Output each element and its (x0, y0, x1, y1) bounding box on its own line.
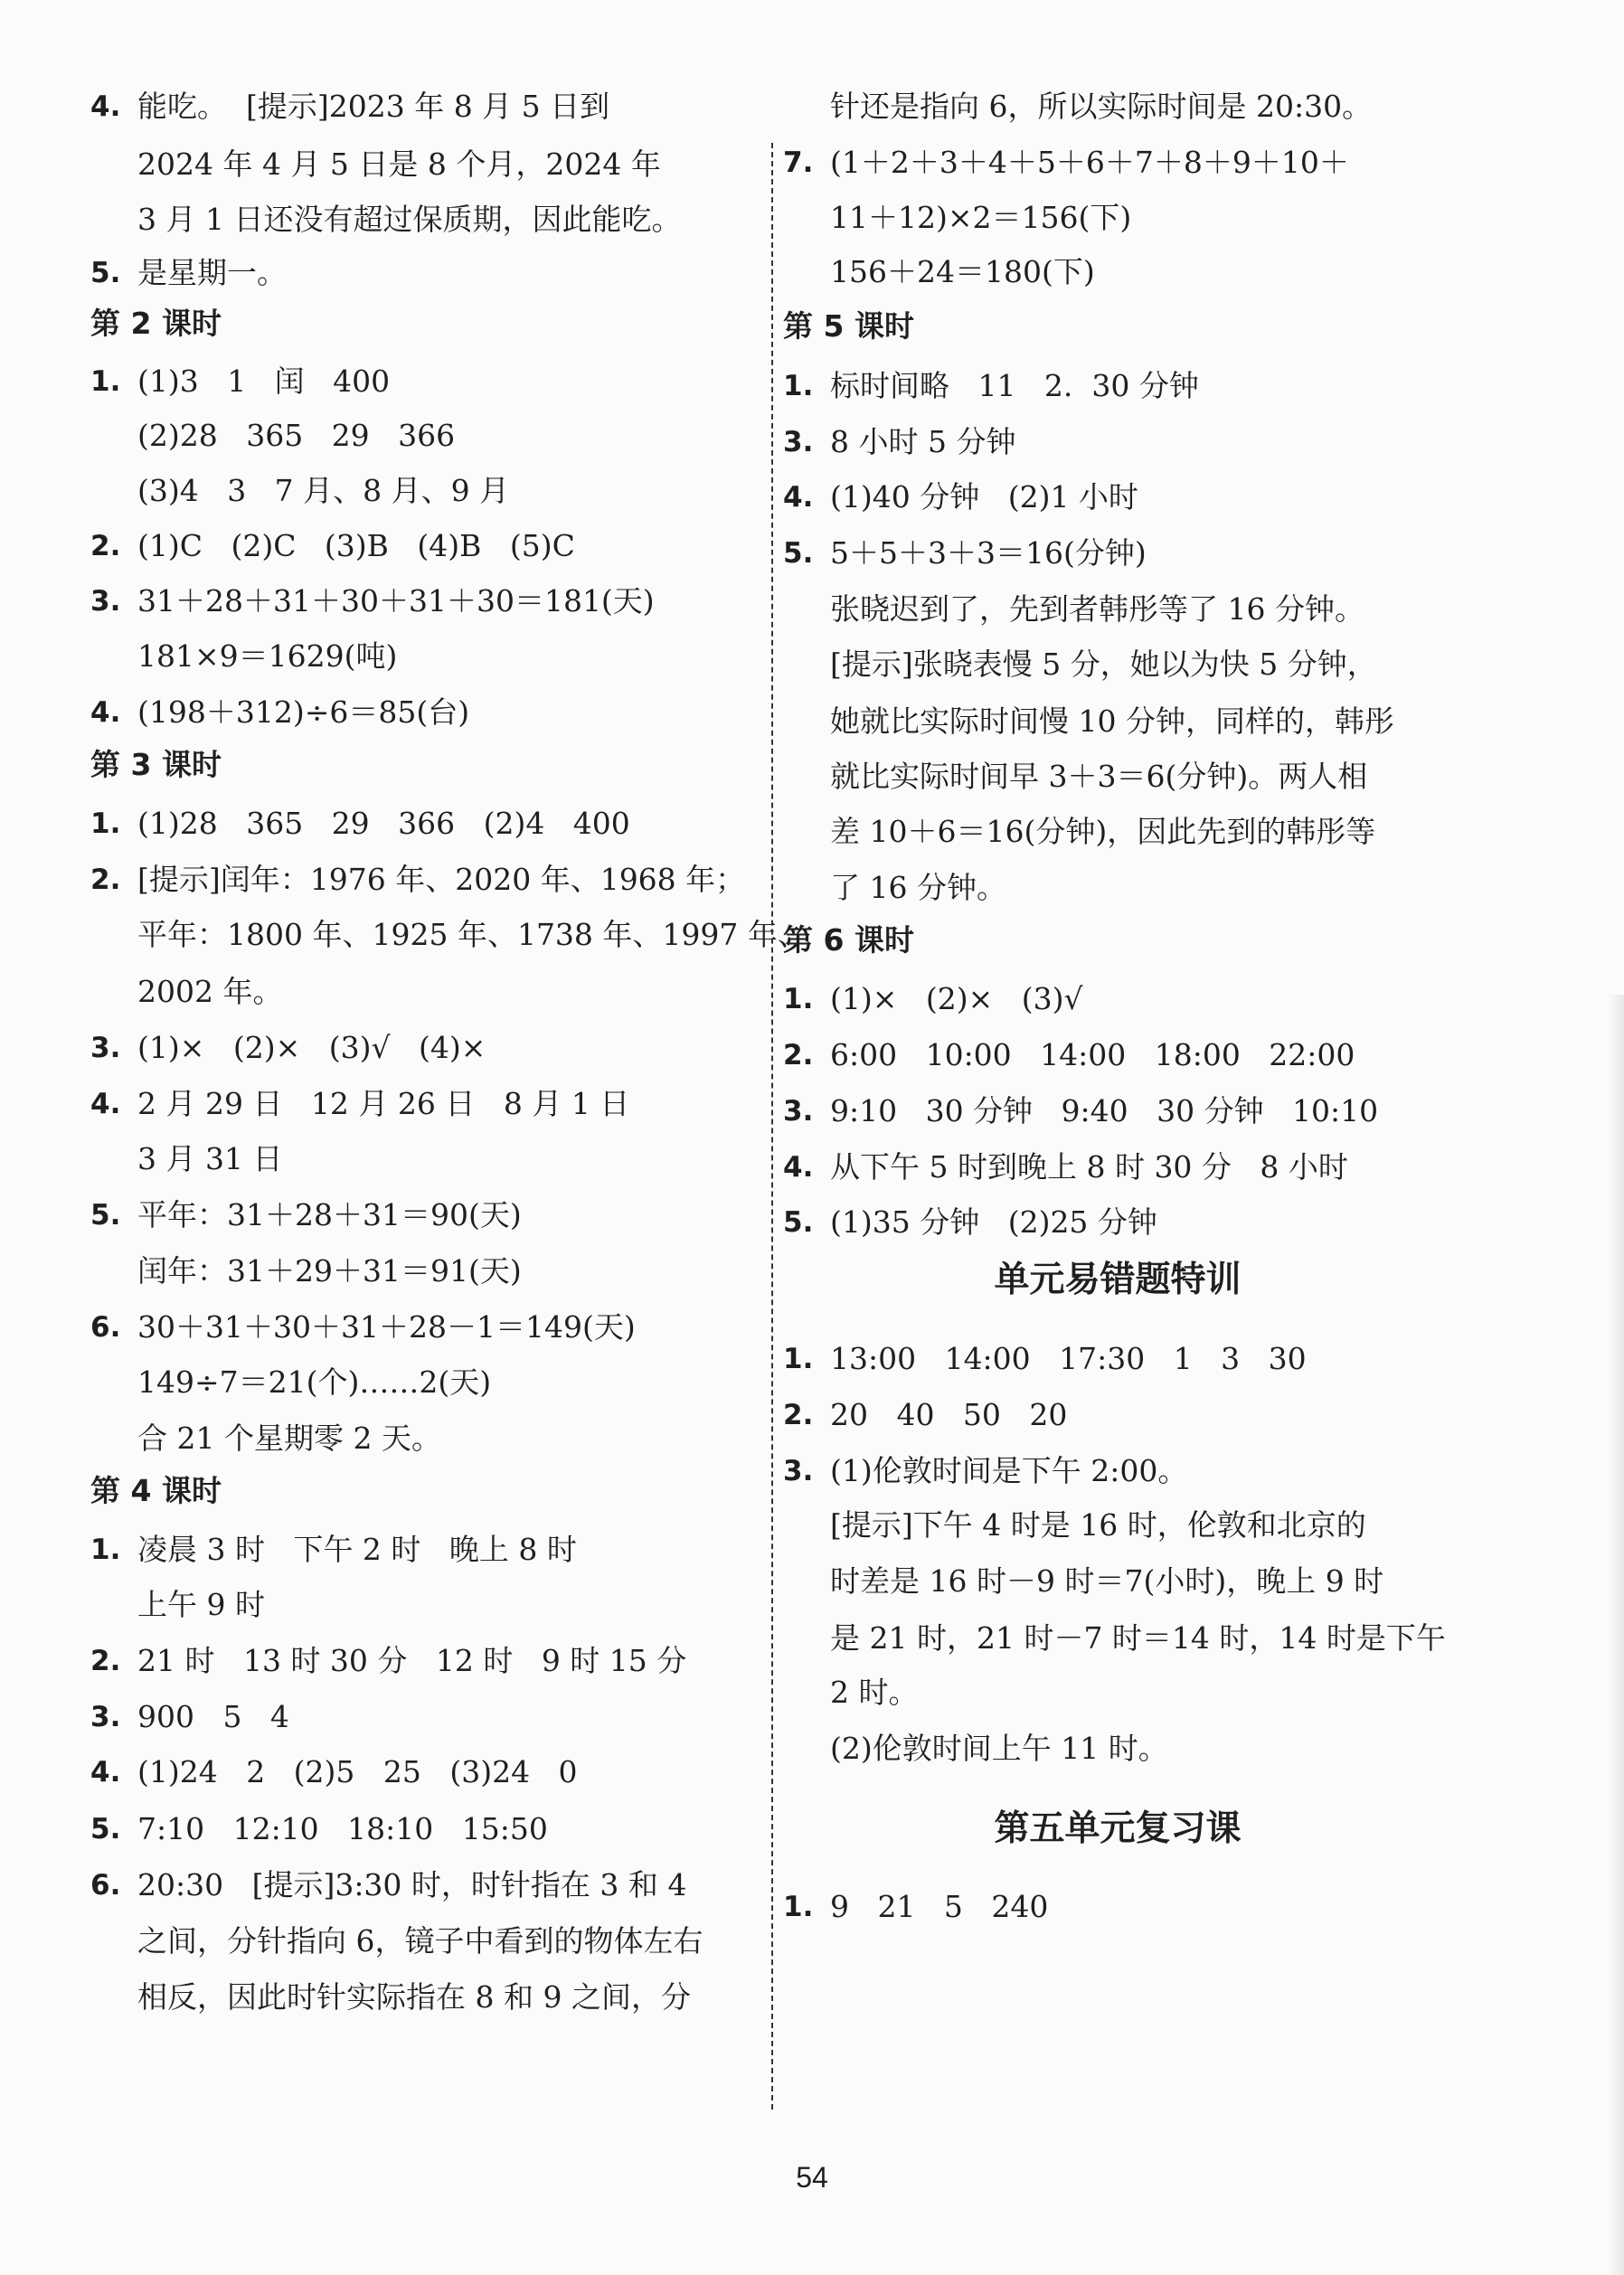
answer-text: (3)4 3 7 月、8 月、9 月 (137, 473, 510, 508)
item-number: 4. (783, 1151, 814, 1184)
answer-text: 时差是 16 时－9 时＝7(小时)，晚上 9 时 (830, 1563, 1384, 1599)
lesson-heading: 第 5 课时 (783, 308, 914, 344)
answer-text: 7:10 12:10 18:10 15:50 (137, 1811, 548, 1846)
item-number: 6. (90, 1869, 121, 1902)
answer-text: 2 时。 (830, 1675, 919, 1710)
answer-text: 平年：1800 年、1925 年、1738 年、1997 年、 (137, 917, 807, 952)
column-divider (771, 143, 773, 2110)
answer-text: 11＋12)×2＝156(下) (830, 200, 1132, 235)
item-number: 5. (90, 1199, 121, 1232)
item-number: 1. (90, 807, 121, 840)
answer-text: (1)28 365 29 366 (2)4 400 (137, 806, 630, 841)
answer-text: 能吃。 [提示]2023 年 8 月 5 日到 (137, 89, 610, 124)
answer-text: 了 16 分钟。 (830, 870, 1006, 905)
item-number: 5. (783, 1206, 814, 1239)
answer-text: (1)× (2)× (3)√ (4)× (137, 1030, 486, 1065)
item-number: 4. (783, 481, 814, 514)
answer-text: 3 月 1 日还没有超过保质期，因此能吃。 (137, 202, 682, 237)
answer-text: 标时间略 11 2. 30 分钟 (830, 368, 1199, 403)
item-number: 7. (783, 146, 814, 179)
item-number: 5. (90, 1813, 121, 1845)
item-number: 5. (90, 257, 121, 289)
answer-text: 21 时 13 时 30 分 12 时 9 时 15 分 (137, 1643, 687, 1678)
item-number: 1. (90, 365, 121, 398)
answer-text: 9 21 5 240 (830, 1889, 1049, 1924)
item-number: 4. (90, 1756, 121, 1789)
answer-text: 20 40 50 20 (830, 1397, 1068, 1432)
item-number: 2. (90, 530, 121, 562)
page-edge-shadow (1608, 995, 1624, 2275)
answer-text: 上午 9 时 (137, 1587, 265, 1622)
item-number: 4. (90, 696, 121, 729)
answer-text: 就比实际时间早 3＋3＝6(分钟)。两人相 (830, 759, 1368, 794)
item-number: 4. (90, 90, 121, 123)
lesson-heading: 第 6 课时 (783, 922, 914, 958)
answer-text: [提示]闰年：1976 年、2020 年、1968 年； (137, 862, 746, 897)
answer-text: 2 月 29 日 12 月 26 日 8 月 1 日 (137, 1086, 630, 1121)
item-number: 3. (783, 1095, 814, 1128)
answer-text: (1)伦敦时间是下午 2:00。 (830, 1453, 1188, 1488)
answer-text: 30＋31＋30＋31＋28－1＝149(天) (137, 1309, 636, 1345)
answer-text: (2)伦敦时间上午 11 时。 (830, 1731, 1168, 1766)
lesson-heading: 第 3 课时 (90, 747, 222, 782)
answer-text: 9:10 30 分钟 9:40 30 分钟 10:10 (830, 1093, 1379, 1128)
answer-text: 20:30 [提示]3:30 时，时针指在 3 和 4 (137, 1867, 687, 1902)
item-number: 3. (783, 426, 814, 458)
lesson-heading: 第 2 课时 (90, 306, 222, 341)
answer-text: 之间，分针指向 6，镜子中看到的物体左右 (137, 1923, 703, 1959)
answer-text: (1)35 分钟 (2)25 分钟 (830, 1204, 1157, 1240)
answer-text: 2024 年 4 月 5 日是 8 个月，2024 年 (137, 146, 661, 182)
answer-text: 是星期一。 (137, 255, 287, 290)
item-number: 3. (90, 585, 121, 618)
answer-text: 是 21 时，21 时－7 时＝14 时，14 时是下午 (830, 1620, 1446, 1656)
item-number: 3. (90, 1032, 121, 1064)
answer-text: (1)× (2)× (3)√ (830, 981, 1083, 1016)
answer-text: 8 小时 5 分钟 (830, 424, 1016, 459)
item-number: 3. (783, 1455, 814, 1487)
answer-text: 6:00 10:00 14:00 18:00 22:00 (830, 1037, 1355, 1072)
item-number: 2. (783, 1399, 814, 1431)
item-number: 3. (90, 1701, 121, 1733)
answer-text: 合 21 个星期零 2 天。 (137, 1421, 441, 1456)
answer-text: 针还是指向 6，所以实际时间是 20:30。 (830, 89, 1373, 124)
item-number: 2. (90, 1645, 121, 1677)
answer-text: 相反，因此时针实际指在 8 和 9 之间，分 (137, 1979, 691, 2015)
item-number: 1. (783, 370, 814, 402)
answer-text: 5＋5＋3＋3＝16(分钟) (830, 535, 1147, 571)
answer-text: 156＋24＝180(下) (830, 254, 1095, 289)
answer-text: 差 10＋6＝16(分钟)，因此先到的韩彤等 (830, 814, 1376, 849)
lesson-heading: 第 4 课时 (90, 1473, 222, 1508)
answer-text: 从下午 5 时到晚上 8 时 30 分 8 小时 (830, 1149, 1348, 1185)
section-title: 第五单元复习课 (994, 1808, 1242, 1849)
answer-text: 149÷7＝21(个)……2(天) (137, 1364, 492, 1400)
item-number: 6. (90, 1311, 121, 1344)
answer-text: (1)24 2 (2)5 25 (3)24 0 (137, 1754, 578, 1789)
answer-text: (1＋2＋3＋4＋5＋6＋7＋8＋9＋10＋ (830, 145, 1349, 180)
item-number: 2. (783, 1039, 814, 1071)
answer-text: 13:00 14:00 17:30 1 3 30 (830, 1341, 1307, 1376)
item-number: 1. (783, 983, 814, 1015)
answer-text: (198＋312)÷6＝85(台) (137, 694, 470, 730)
answer-text: (2)28 365 29 366 (137, 418, 456, 453)
item-number: 1. (783, 1343, 814, 1375)
answer-text: 平年：31＋28＋31＝90(天) (137, 1197, 522, 1232)
answer-text: (1)40 分钟 (2)1 小时 (830, 479, 1138, 514)
answer-text: 闰年：31＋29＋31＝91(天) (137, 1253, 522, 1289)
answer-text: 900 5 4 (137, 1699, 289, 1734)
section-title: 单元易错题特训 (994, 1260, 1242, 1300)
answer-text: 181×9＝1629(吨) (137, 638, 398, 674)
answer-text: [提示]张晓表慢 5 分，她以为快 5 分钟， (830, 647, 1377, 682)
answer-text: 31＋28＋31＋30＋31＋30＝181(天) (137, 583, 655, 618)
item-number: 1. (783, 1891, 814, 1923)
page-number: 54 (796, 2161, 828, 2194)
answer-text: (1)3 1 闰 400 (137, 363, 391, 399)
answer-text: 2002 年。 (137, 974, 283, 1009)
answer-text: 3 月 31 日 (137, 1141, 283, 1176)
answer-text: [提示]下午 4 时是 16 时，伦敦和北京的 (830, 1507, 1366, 1543)
answer-text: 凌晨 3 时 下午 2 时 晚上 8 时 (137, 1532, 577, 1567)
item-number: 4. (90, 1088, 121, 1120)
item-number: 2. (90, 864, 121, 896)
item-number: 5. (783, 537, 814, 570)
answer-text: 张晓迟到了，先到者韩彤等了 16 分钟。 (830, 591, 1364, 627)
answer-text: (1)C (2)C (3)B (4)B (5)C (137, 528, 575, 563)
answer-text: 她就比实际时间慢 10 分钟，同样的，韩彤 (830, 703, 1394, 739)
item-number: 1. (90, 1534, 121, 1566)
